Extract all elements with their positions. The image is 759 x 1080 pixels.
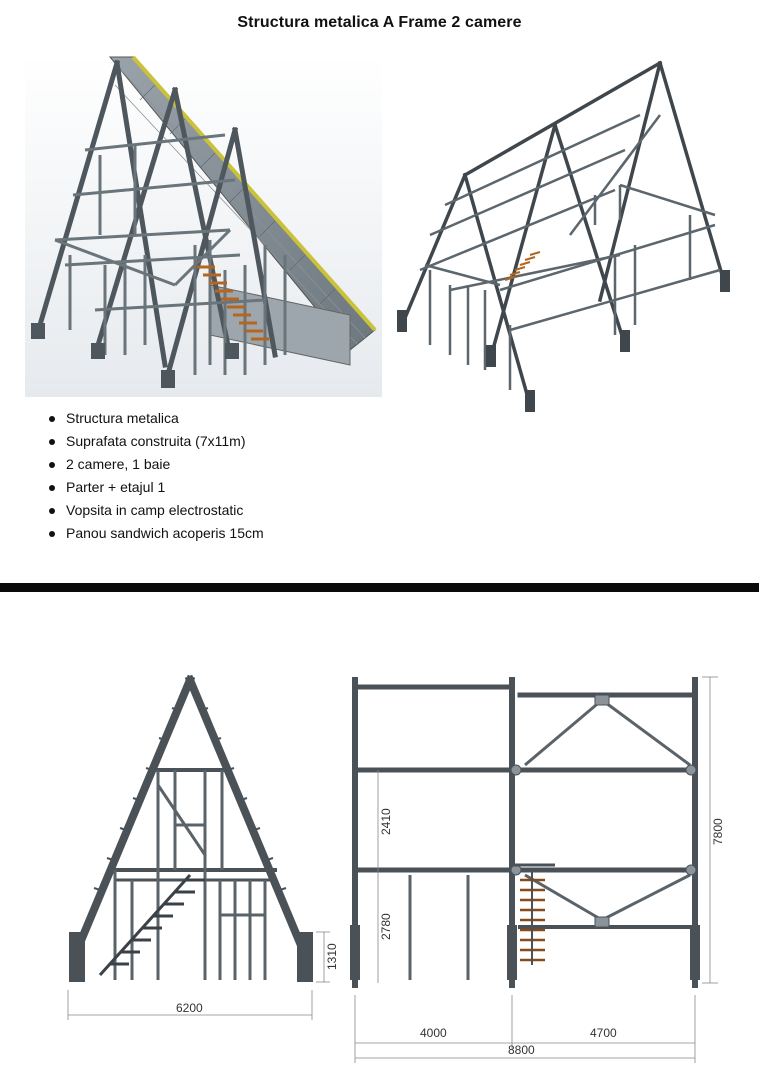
render-3d-with-roof (25, 55, 382, 397)
list-item: 2 camere, 1 baie (46, 453, 264, 476)
dim-side-lower: 2780 (379, 913, 393, 940)
list-item: Panou sandwich acoperis 15cm (46, 522, 264, 545)
page-title: Structura metalica A Frame 2 camere (237, 14, 522, 31)
list-item: Parter + etajul 1 (46, 476, 264, 499)
dim-side-width-right: 4700 (590, 1026, 617, 1040)
list-item: Suprafata construita (7x11m) (46, 430, 264, 453)
feature-list (46, 407, 264, 545)
dim-front-height: 1310 (325, 943, 339, 970)
front-elevation-drawing (60, 670, 340, 1020)
side-elevation-drawing (340, 665, 730, 1065)
dim-side-total-width: 8800 (508, 1043, 535, 1057)
dim-side-total-height: 7800 (711, 818, 725, 845)
dim-side-upper: 2410 (379, 808, 393, 835)
list-item: Structura metalica (46, 407, 264, 430)
section-divider (0, 583, 759, 592)
dim-front-width: 6200 (176, 1001, 203, 1015)
render-3d-frame (390, 55, 750, 417)
dim-side-width-left: 4000 (420, 1026, 447, 1040)
list-item: Vopsita in camp electrostatic (46, 499, 264, 522)
